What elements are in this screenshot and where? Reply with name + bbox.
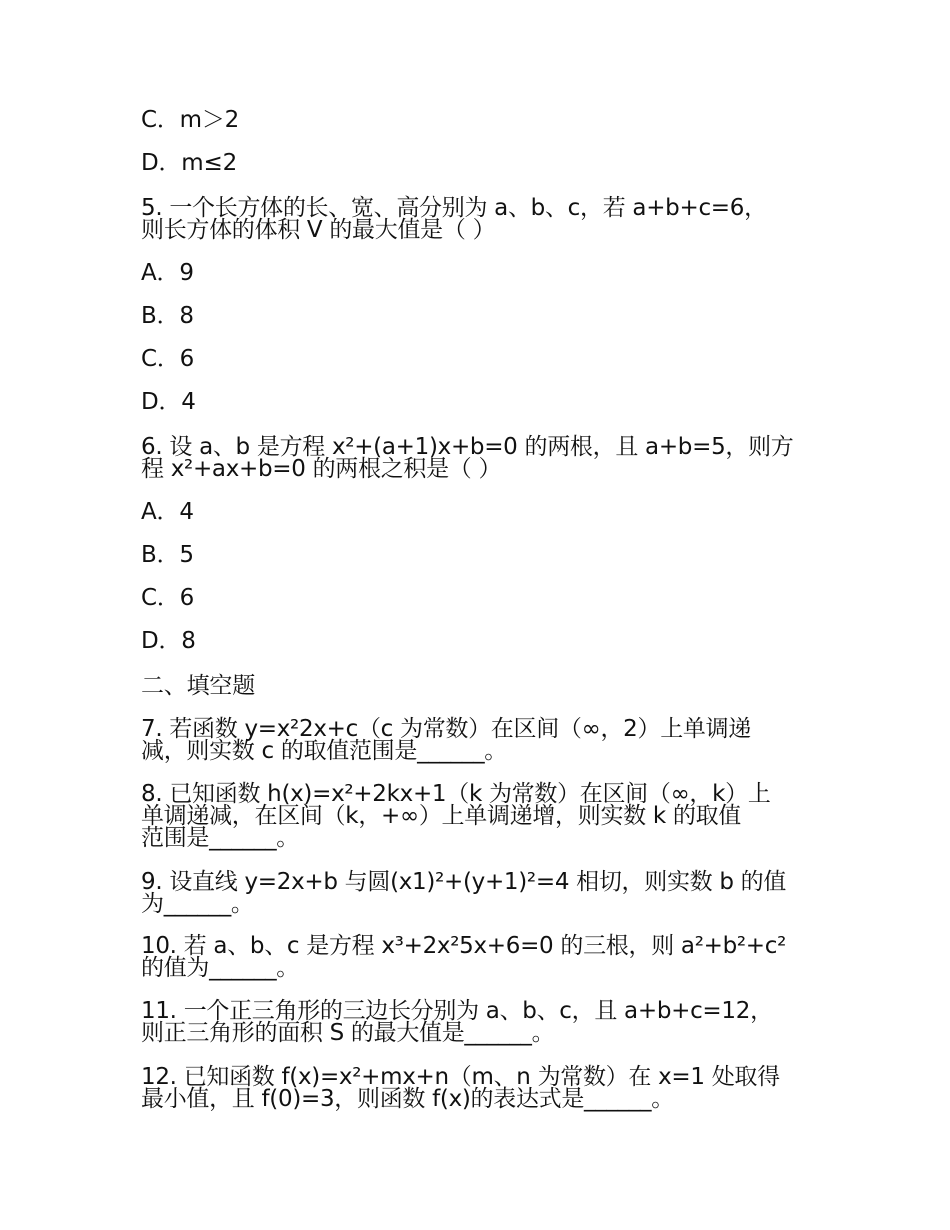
question-7 xyxy=(141,718,821,762)
q5-option-b: B．8 xyxy=(141,303,194,329)
question-11-line-2: 则正三角形的面积 S 的最大值是______。 xyxy=(141,1020,555,1046)
q5-option-d: D．4 xyxy=(141,389,196,415)
question-6-line-1: 6. 设 a、b 是方程 x²+(a+1)x+b=0 的两根，且 a+b=5，则方 xyxy=(141,434,794,460)
question-7-line-2: 减，则实数 c 的取值范围是______。 xyxy=(141,738,507,764)
question-5 xyxy=(141,197,821,241)
q6-option-c: C．6 xyxy=(141,585,195,611)
question-5-line-1: 5. 一个长方体的长、宽、高分别为 a、b、c，若 a+b+c=6， xyxy=(141,195,767,221)
q6-option-b: B．5 xyxy=(141,542,194,568)
q6-option-a: A．4 xyxy=(141,499,194,525)
q4-option-d: D．m≤2 xyxy=(141,150,238,176)
question-6-line-2: 程 x²+ax+b=0 的两根之积是（ ） xyxy=(141,456,502,482)
question-12 xyxy=(141,1066,821,1110)
q6-option-d: D．8 xyxy=(141,628,196,654)
q5-option-c: C．6 xyxy=(141,346,195,372)
question-11-line-1: 11. 一个正三角形的三边长分别为 a、b、c，且 a+b+c=12， xyxy=(141,998,773,1024)
question-8-line-1: 8. 已知函数 h(x)=x²+2kx+1（k 为常数）在区间（∞，k）上 xyxy=(141,781,771,807)
question-8-line-3: 范围是______。 xyxy=(141,825,300,851)
q4-option-c: C．m＞2 xyxy=(141,107,240,133)
question-8 xyxy=(141,783,821,849)
question-6 xyxy=(141,436,821,480)
question-12-line-2: 最小值，且 f(0)=3，则函数 f(x)的表达式是______。 xyxy=(141,1086,674,1112)
question-9-line-2: 为______。 xyxy=(141,891,254,917)
question-10 xyxy=(141,935,821,979)
question-5-line-2: 则长方体的体积 V 的最大值是（ ） xyxy=(141,217,496,243)
question-11 xyxy=(141,1000,821,1044)
question-8-line-2: 单调递减，在区间（k，+∞）上单调递增，则实数 k 的取值 xyxy=(141,803,741,829)
question-9 xyxy=(141,871,821,915)
question-10-line-1: 10. 若 a、b、c 是方程 x³+2x²5x+6=0 的三根，则 a²+b²+c² xyxy=(141,933,787,959)
question-9-line-1: 9. 设直线 y=2x+b 与圆(x1)²+(y+1)²=4 相切，则实数 b 的值 xyxy=(141,869,787,895)
question-12-line-1: 12. 已知函数 f(x)=x²+mx+n（m、n 为常数）在 x=1 处取得 xyxy=(141,1064,780,1090)
q5-option-a: A．9 xyxy=(141,260,194,286)
question-7-line-1: 7. 若函数 y=x²2x+c（c 为常数）在区间（∞，2）上单调递 xyxy=(141,716,751,742)
question-10-line-2: 的值为______。 xyxy=(141,955,300,981)
section-title-fill-in: 二、填空题 xyxy=(141,673,256,699)
